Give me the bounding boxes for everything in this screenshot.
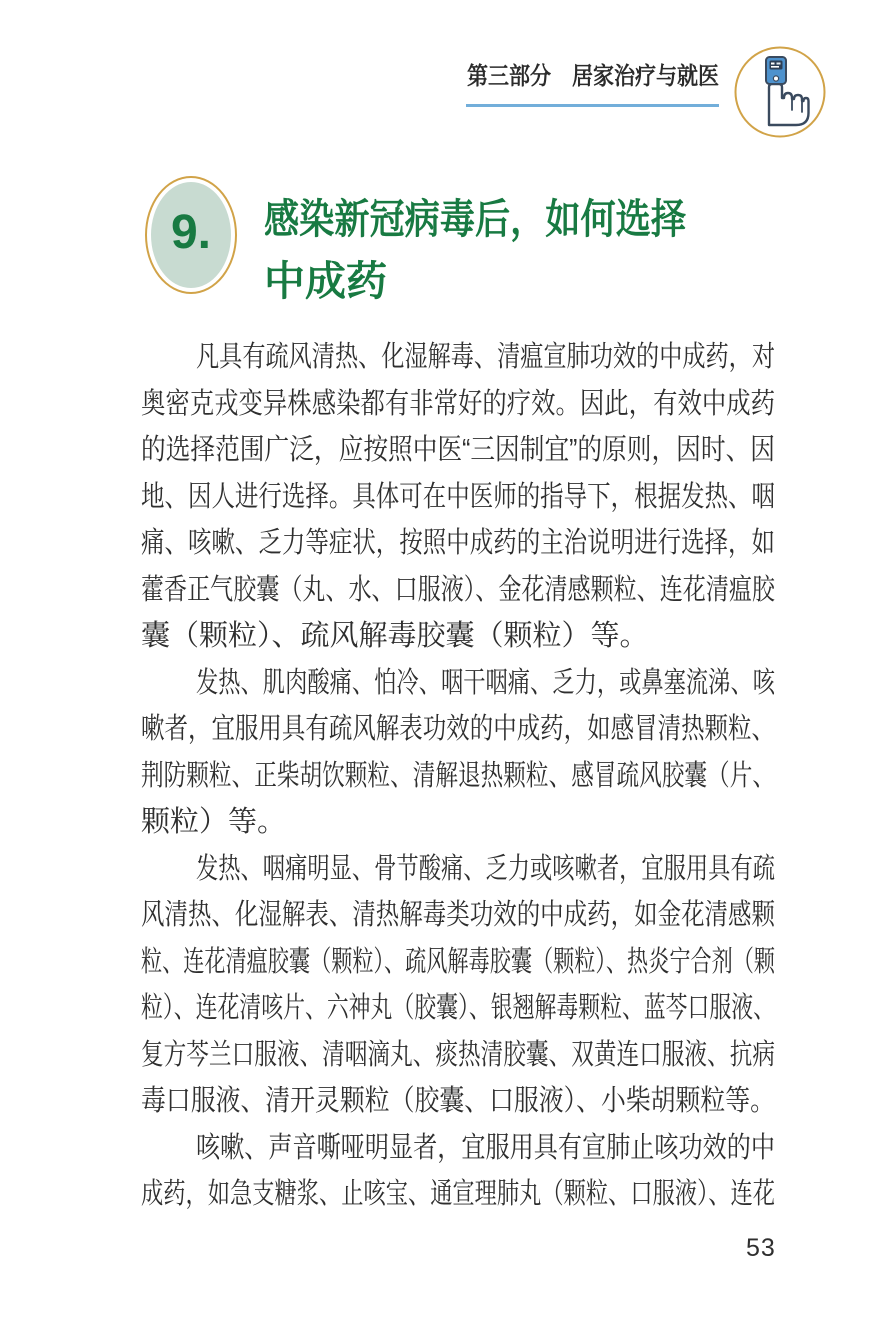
- finger-pulse-oximeter-icon: [733, 45, 827, 139]
- page-number: 53: [746, 1234, 776, 1262]
- text-line: 的选择范围广泛，应按照中医“三因制宜”的原则，因时、因: [141, 434, 775, 466]
- text-line: 毒口服液、清开灵颗粒（胶囊、口服液）、小柴胡颗粒等。: [141, 1085, 775, 1117]
- text-line: 发热、肌肉酸痛、怕冷、咽干咽痛、乏力，或鼻塞流涕、咳: [196, 666, 775, 699]
- text-line: 藿香正气胶囊（丸、水、口服液）、金花清感颗粒、连花清瘟胶: [141, 573, 775, 606]
- paragraph: [141, 334, 775, 660]
- section-title-line-2: 中成药: [264, 258, 387, 304]
- text-line: 复方芩兰口服液、清咽滴丸、痰热清胶囊、双黄连口服液、抗病: [141, 1038, 775, 1071]
- text-line: 咳嗽、声音嘶哑明显者，宜服用具有宣肺止咳功效的中: [196, 1131, 775, 1164]
- text-line: 发热、咽痛明显、骨节酸痛、乏力或咳嗽者，宜服用具有疏: [196, 852, 775, 885]
- text-line: 荆防颗粒、正柴胡饮颗粒、清解退热颗粒、感冒疏风胶囊（片、: [141, 759, 775, 792]
- text-line: 粒）、连花清咳片、六神丸（胶囊）、银翘解毒颗粒、蓝芩口服液、: [141, 992, 775, 1024]
- section-number-badge-fill: [151, 182, 231, 288]
- text-line: 成药，如急支糖浆、止咳宝、通宣理肺丸（颗粒、口服液）、连花: [141, 1178, 775, 1210]
- text-line: 颗粒）等。: [141, 806, 287, 838]
- body-text: [141, 334, 775, 1218]
- text-line: 地、因人进行选择。具体可在中医师的指导下，根据发热、咽: [141, 480, 775, 513]
- text-line: 囊（颗粒）、疏风解毒胶囊（颗粒）等。: [141, 620, 649, 652]
- running-header: [467, 60, 719, 94]
- section-number-badge: [145, 176, 237, 294]
- paragraph: [141, 1125, 775, 1218]
- section-title-line-1: 感染新冠病毒后，如何选择: [264, 196, 686, 242]
- text-line: 凡具有疏风清热、化湿解毒、清瘟宣肺功效的中成药，对: [196, 341, 775, 373]
- section-title: [264, 190, 756, 314]
- text-line: 痛、咳嗽、乏力等症状，按照中成药的主治说明进行选择，如: [141, 527, 775, 559]
- running-header-label: 第三部分 居家治疗与就医: [467, 63, 719, 90]
- header-underline: [466, 104, 719, 107]
- paragraph: [141, 660, 775, 846]
- text-line: 粒、连花清瘟胶囊（颗粒）、疏风解毒胶囊（颗粒）、热炎宁合剂（颗: [141, 945, 775, 978]
- text-line: 奥密克戎变异株感染都有非常好的疗效。因此，有效中成药: [141, 387, 775, 420]
- text-line: 嗽者，宜服用具有疏风解表功效的中成药，如感冒清热颗粒、: [141, 713, 775, 745]
- section-number: 9.: [170, 206, 212, 259]
- paragraph: [141, 846, 775, 1125]
- text-line: 风清热、化湿解表、清热解毒类功效的中成药，如金花清感颗: [141, 899, 775, 931]
